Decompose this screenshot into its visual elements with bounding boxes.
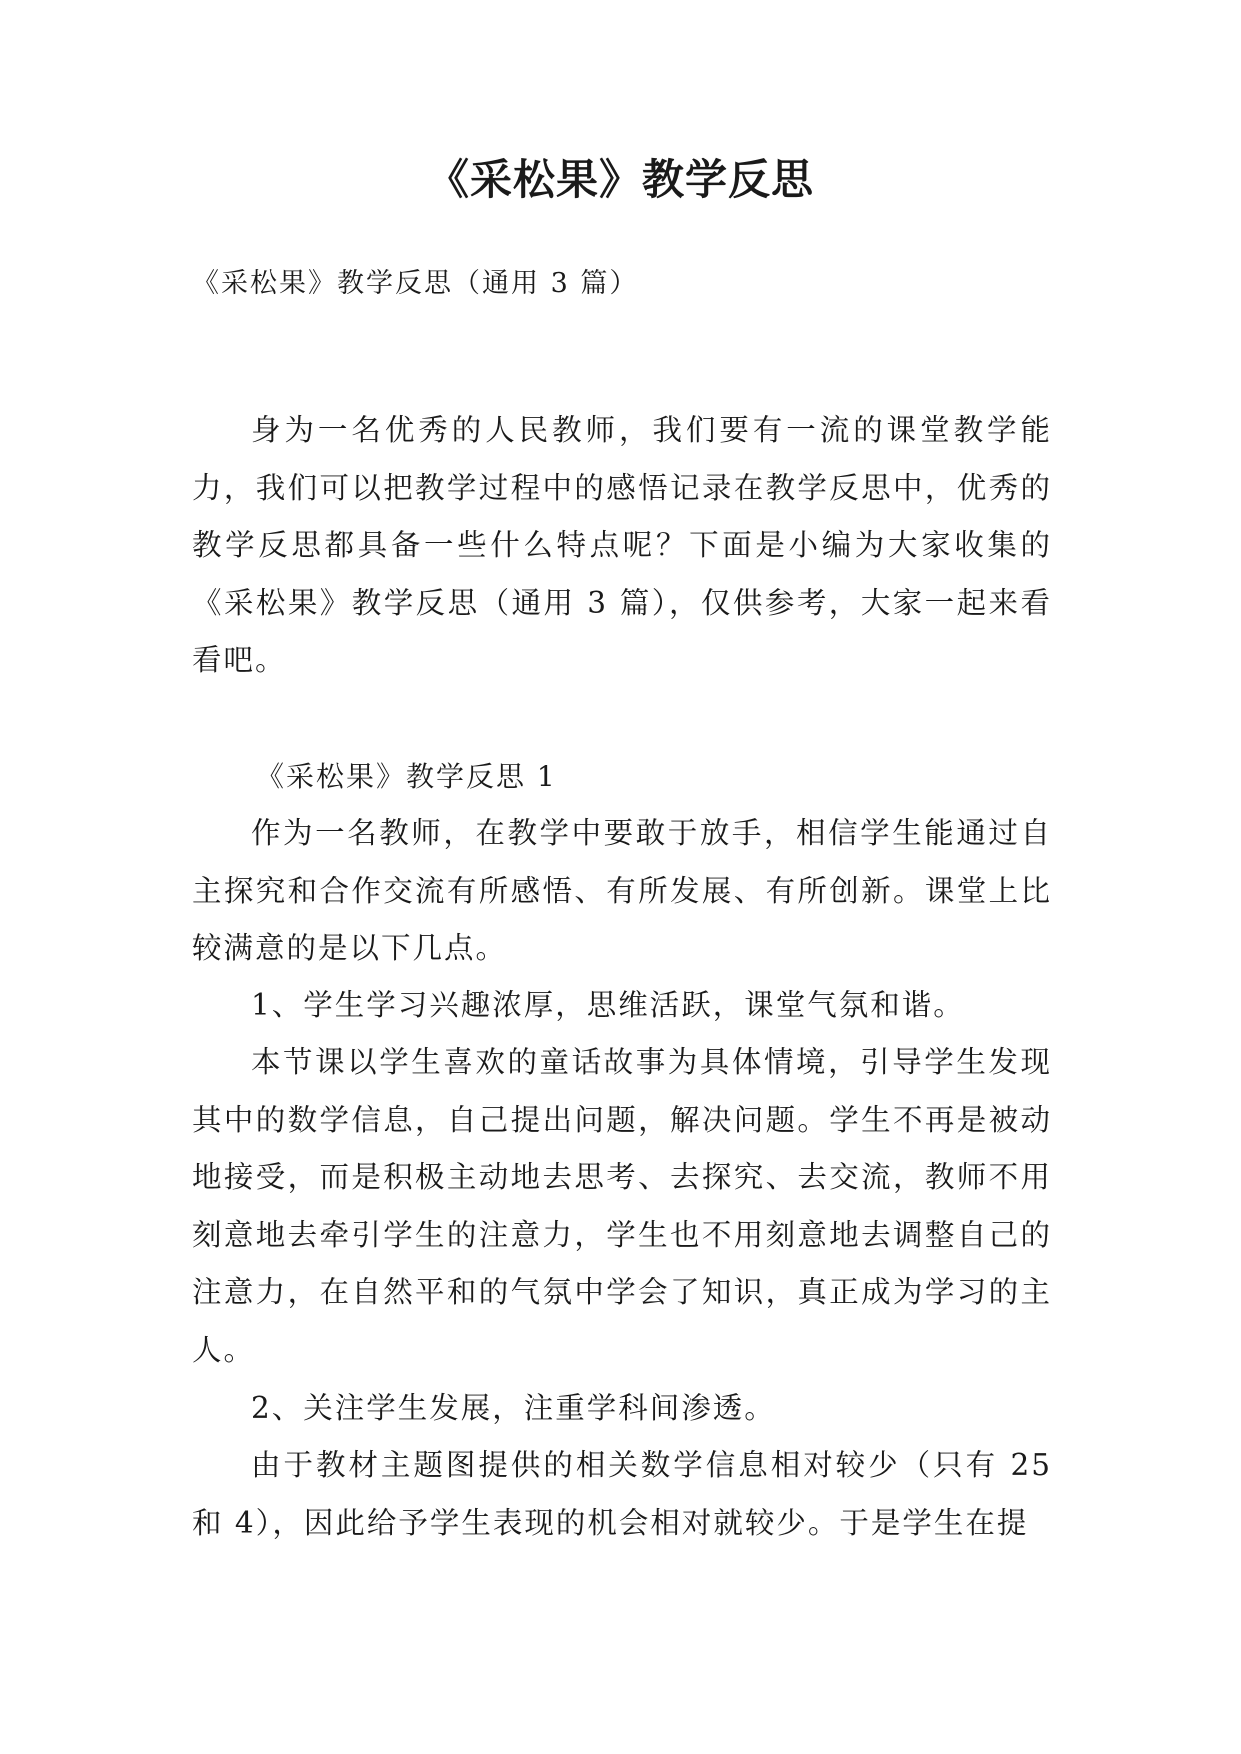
numbered-point: 1、学生学习兴趣浓厚，思维活跃，课堂气氛和谐。	[251, 988, 965, 1022]
numbered-point: 2、关注学生发展，注重学科间渗透。	[251, 1391, 776, 1425]
body-paragraph: 作为一名教师，在教学中要敢于放手，相信学生能通过自主探究和合作交流有所感悟、有所发展、有所创新。课堂上比较满意的是以下几点。	[192, 816, 1052, 965]
section-heading: 《采松果》教学反思 1	[256, 760, 557, 793]
document-title: 《采松果》教学反思	[426, 155, 814, 204]
body-paragraph: 本节课以学生喜欢的童话故事为具体情境，引导学生发现其中的数学信息，自己提出问题，解决问题。学生不再是被动地接受，而是积极主动地去思考、去探究、去交流，教师不用刻意地去牵引学生的注意力，学生也不用刻意地去调整自己的注意力，在自然平和的气氛中学会了知识，真正成为学习的主人。	[192, 1045, 1052, 1367]
document-subtitle: 《采松果》教学反思（通用 3 篇）	[192, 268, 639, 299]
body-paragraph: 由于教材主题图提供的相关数学信息相对较少（只有 25 和 4），因此给予学生表现的机会相对就较少。于是学生在提	[192, 1448, 1052, 1540]
intro-paragraph: 身为一名优秀的人民教师，我们要有一流的课堂教学能力，我们可以把教学过程中的感悟记录在教学反思中，优秀的教学反思都具备一些什么特点呢？下面是小编为大家收集的《采松果》教学反思（通用 3 篇），仅供参考，大家一起来看看吧。	[192, 413, 1052, 677]
